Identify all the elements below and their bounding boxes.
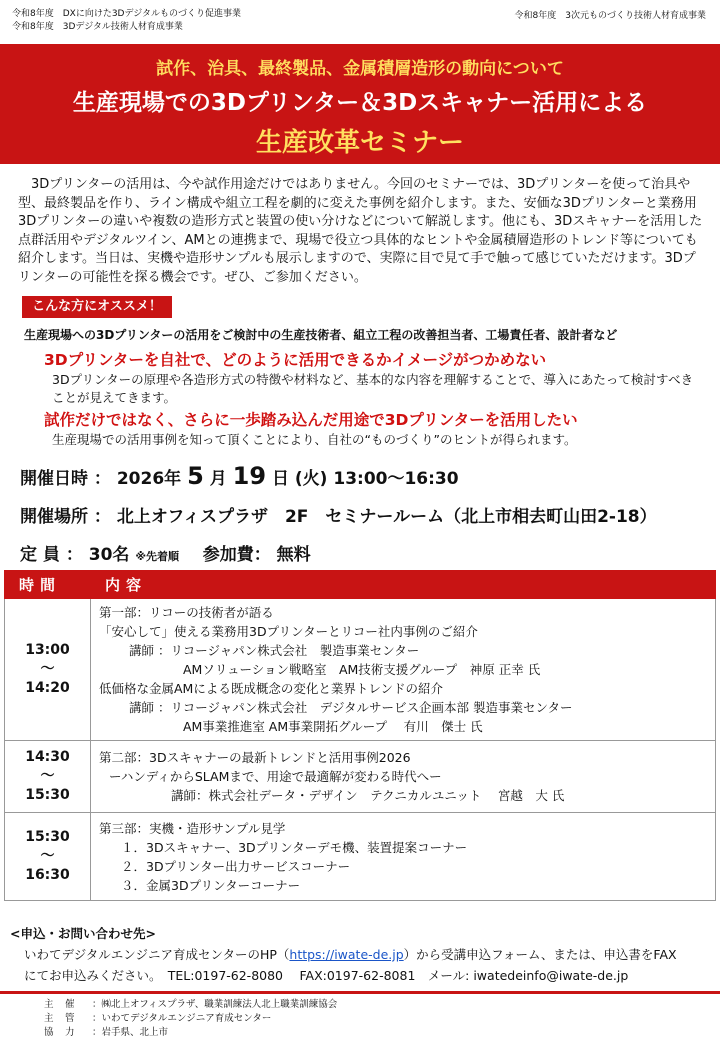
organizer-name: ：㈱北上オフィスプラザ、職業訓練法人北上職業訓練協会 bbox=[92, 999, 338, 1010]
header-project-3: 令和8年度 3次元ものづくり技術人材育成事業 bbox=[514, 11, 706, 21]
date-day: 19 bbox=[232, 462, 267, 490]
time-start: 13:00 bbox=[25, 642, 70, 658]
organizer-name: ：いわてデジタルエンジニア育成センター bbox=[92, 1013, 272, 1024]
venue-value: 北上オフィスプラザ 2F セミナールーム（北上市相去町山田2-18） bbox=[116, 507, 657, 527]
capacity-value: 30名 bbox=[88, 545, 130, 565]
date-month-unit: 月 bbox=[209, 469, 227, 489]
fee-label: 参加費： bbox=[202, 545, 271, 565]
date-month: 5 bbox=[187, 462, 204, 490]
event-date bbox=[20, 462, 459, 490]
talk-title: 低価格な金属AMによる既成概念の変化と業界トレンドの紹介 bbox=[99, 681, 444, 696]
date-year: 2026年 bbox=[116, 469, 182, 489]
banner-title: 生産現場での3Dプリンター＆3Dスキャナー活用による bbox=[72, 90, 648, 116]
venue-label: 開催場所 ： bbox=[20, 507, 111, 527]
schedule-row-3 bbox=[5, 813, 716, 901]
recommend-label: こんな方にオススメ！ bbox=[22, 296, 172, 318]
col-content: 内容 bbox=[91, 571, 716, 599]
session-title: 第二部：3Dスキャナーの最新トレンドと活用事例2026 bbox=[99, 750, 411, 765]
schedule-row-2 bbox=[5, 741, 716, 813]
time-start: 14:30 bbox=[25, 749, 70, 765]
time-end: 15:30 bbox=[25, 787, 70, 803]
time-cell bbox=[5, 741, 91, 813]
point-1-title: 3Dプリンターを自社で、どのように活用できるかイメージがつかめない bbox=[44, 351, 547, 369]
list-item: ３．金属3Dプリンターコーナー bbox=[121, 877, 301, 893]
contact-info bbox=[24, 944, 714, 986]
col-time: 時間 bbox=[5, 571, 91, 599]
point-2-title: 試作だけではなく、さらに一歩踏み込んだ用途で3Dプリンターを活用したい bbox=[44, 411, 578, 429]
time-sep: ～ bbox=[40, 848, 55, 864]
content-cell bbox=[91, 741, 716, 813]
intro-paragraph: 3Dプリンターの活用は、今や試作用途だけではありません。今回のセミナーでは、3Dプリンターを使って治具や型、最終製品を作り、ライン構成や組立工程を劇的に変えた事例を紹介します。また、安価な3Dプリンターと業務用3Dプリンターの違いや複数の造形方式と装置の使い分けなどについて解説します。他にも、3Dスキャナーを活用した点群活用やデジタルツイン、AMとの連携まで、現場で役立つ具体的なヒントや金属積層造形のトレンド等についても紹介します。当日は、実機や造形サンプルも展示しますので、実際に目で見て手で触って感じていただけます。3Dプリンターの可能性を探る機会です。ぜひ、ご参加ください。 bbox=[18, 177, 703, 285]
session-subtitle: ーハンディからSLAMまで、用途で最適解が変わる時代へー bbox=[109, 769, 442, 784]
header-left bbox=[12, 8, 241, 34]
organizer-role: 主 管 bbox=[44, 1013, 76, 1024]
content-cell bbox=[91, 599, 716, 741]
time-sep: ～ bbox=[40, 768, 55, 784]
schedule-header-row bbox=[5, 571, 716, 599]
header-project-1: 令和8年度 DXに向けた3Dデジタルものづくり促進事業 bbox=[12, 9, 241, 19]
title-banner bbox=[0, 44, 720, 164]
time-cell bbox=[5, 813, 91, 901]
speaker-dept: AMソリューション戦略室 AM技術支援グループ 神原 正幸 氏 bbox=[183, 662, 541, 677]
point-2-body: 生産現場での活用事例を知って頂くことにより、自社の“ものづくり”のヒントが得られます。 bbox=[52, 432, 577, 447]
fee-value: 無料 bbox=[276, 545, 311, 565]
schedule-row-1 bbox=[5, 599, 716, 741]
contact-text: ）から受講申込フォーム、または、申込書をFAX bbox=[403, 947, 677, 962]
content-cell bbox=[91, 813, 716, 901]
time-end: 16:30 bbox=[25, 867, 70, 883]
date-time: 13:00～16:30 bbox=[333, 469, 459, 489]
time-end: 14:20 bbox=[25, 680, 70, 696]
organizer-row bbox=[44, 1010, 271, 1024]
header-project-2: 令和8年度 3Dデジタル技術人材育成事業 bbox=[12, 22, 183, 32]
contact-heading: <申込・お問い合わせ先> bbox=[10, 926, 156, 941]
speaker: 講師 ：リコージャパン株式会社 製造事業センター bbox=[129, 643, 420, 658]
recommend-target: 生産現場への3Dプリンターの活用をご検討中の生産技術者、組立工程の改善担当者、工場責任者、設計者など bbox=[24, 328, 618, 342]
capacity-note: ※先着順 bbox=[135, 550, 180, 563]
contact-phone-fax-email: にてお申込みください。 TEL:0197-62-8080 FAX:0197-62-8081 メール: iwatedeinfo@iwate-de.jp bbox=[24, 968, 629, 983]
date-weekday: (火) bbox=[294, 469, 328, 489]
organizer-row bbox=[44, 996, 337, 1010]
list-item: １．3Dスキャナー、3Dプリンターデモ機、装置提案コーナー bbox=[121, 839, 468, 855]
session-title: 第一部：リコーの技術者が語る bbox=[99, 605, 274, 620]
talk-title: 「安心して」使える業務用3Dプリンターとリコー社内事例のご紹介 bbox=[99, 624, 478, 639]
time-cell bbox=[5, 599, 91, 741]
speaker: 講師 ：リコージャパン株式会社 デジタルサービス企画本部 製造事業センター bbox=[129, 700, 573, 715]
footer-divider bbox=[0, 991, 720, 994]
speaker-dept: AM事業推進室 AM事業開拓グループ 有川 傑士 氏 bbox=[183, 719, 483, 734]
time-start: 15:30 bbox=[25, 829, 70, 845]
organizer-name: ：岩手県、北上市 bbox=[92, 1027, 169, 1038]
event-venue bbox=[20, 502, 657, 527]
website-link[interactable]: https://iwate-de.jp bbox=[289, 947, 404, 962]
speaker: 講師：株式会社データ・デザイン テクニカルユニット 宮越 大 氏 bbox=[171, 788, 565, 803]
capacity-label: 定 員 ： bbox=[20, 545, 83, 565]
session-title: 第三部：実機・造形サンプル見学 bbox=[99, 820, 286, 836]
date-label: 開催日時 ： bbox=[20, 469, 111, 489]
point-1-body: 3Dプリンターの原理や各造形方式の特徴や材料など、基本的な内容を理解することで、導入にあたって検討すべきことが見えてきます。 bbox=[52, 372, 694, 405]
list-item: ２．3Dプリンター出力サービスコーナー bbox=[121, 858, 351, 874]
banner-title-seminar: 生産改革セミナー bbox=[255, 128, 464, 158]
organizer-role: 主 催 bbox=[44, 999, 76, 1010]
organizer-role: 協 力 bbox=[44, 1027, 76, 1038]
organizer-row bbox=[44, 1024, 168, 1038]
time-sep: ～ bbox=[40, 661, 55, 677]
banner-subtitle: 試作、治具、最終製品、金属積層造形の動向について bbox=[156, 59, 564, 79]
date-day-unit: 日 bbox=[271, 469, 289, 489]
schedule-table bbox=[4, 570, 716, 901]
event-capacity bbox=[20, 540, 311, 565]
contact-text: いわてデジタルエンジニア育成センターのHP（ bbox=[24, 947, 290, 962]
